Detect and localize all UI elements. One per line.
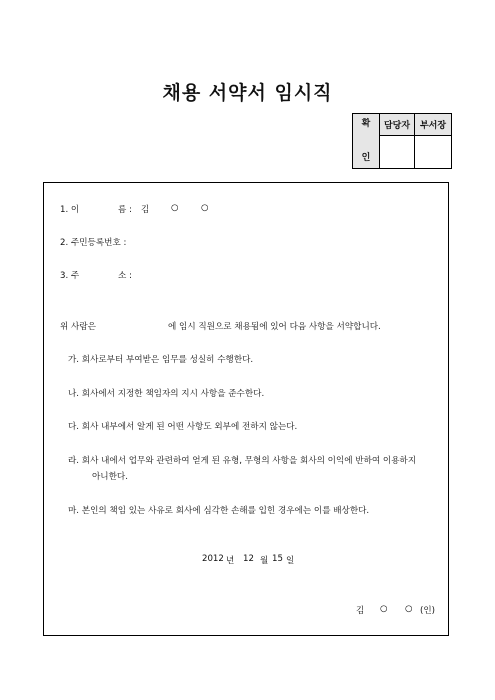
item-na: 나. 회사에서 지정한 책임자의 지시 사항을 준수한다. <box>68 389 265 399</box>
signature-seal: (인) <box>420 606 436 616</box>
item-da: 다. 회사 내부에서 알게 된 어떤 사항도 외부에 전하지 않는다. <box>68 422 298 432</box>
item-ga: 가. 회사로부터 부여받은 임무를 성실히 수행한다. <box>68 355 254 365</box>
name-label-end: 름 : <box>118 205 132 215</box>
approval-label-char-1: 확 <box>361 119 371 129</box>
signature-mask-1: ○ <box>380 604 388 614</box>
date-year: 2012 <box>202 554 224 564</box>
approval-col-manager: 담당자 <box>380 114 415 136</box>
approval-sign-head <box>415 135 452 168</box>
name-label: 1. 이 <box>60 205 80 215</box>
rrn-label: 2. 주민등록번호 : <box>60 238 127 248</box>
date-day: 15 <box>272 554 283 564</box>
approval-col-head: 부서장 <box>415 114 452 136</box>
approval-sign-manager <box>380 135 415 168</box>
document-title: 채용 서약서 임시직 <box>162 82 333 104</box>
date-year-unit: 년 <box>226 556 235 566</box>
pledge-end: 에 임시 직원으로 채용됨에 있어 다음 사항을 서약합니다. <box>168 322 381 332</box>
address-label: 3. 주 <box>60 271 80 281</box>
date-month-unit: 월 <box>260 556 269 566</box>
signature-name: 김 <box>356 606 365 616</box>
name-mask-1: ○ <box>171 203 179 213</box>
item-ma: 마. 본인의 책임 있는 사유로 회사에 심각한 손해를 입힌 경우에는 이를 배상한다. <box>68 506 370 516</box>
signature-mask-2: ○ <box>405 604 413 614</box>
date-month: 12 <box>243 554 254 564</box>
approval-box <box>352 113 452 169</box>
pledge-frame <box>43 182 449 636</box>
approval-label <box>353 114 380 169</box>
address-label-end: 소 : <box>118 271 132 281</box>
item-ra-line-1: 라. 회사 내에서 업무와 관련하여 얻게 된 유형, 무형의 사항을 회사의 이익에 반하여 이용하지 <box>68 456 417 466</box>
name-mask-2: ○ <box>201 203 209 213</box>
approval-label-char-2: 인 <box>361 153 371 163</box>
pledge-start: 위 사람은 <box>60 322 96 332</box>
date-day-unit: 일 <box>286 556 295 566</box>
item-ra-line-2: 아니한다. <box>92 472 128 482</box>
name-value: 김 <box>141 205 150 215</box>
